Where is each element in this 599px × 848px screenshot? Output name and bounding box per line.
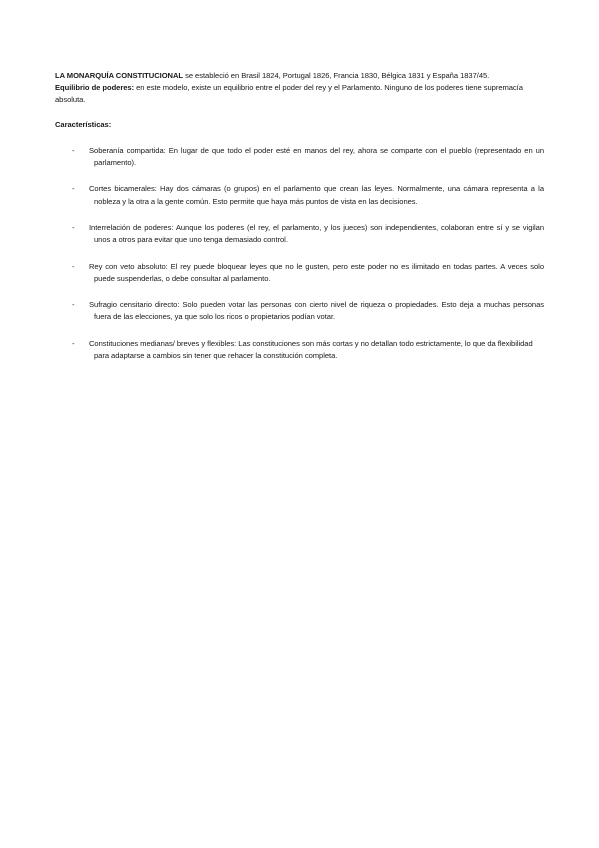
list-item-text: Cortes bicamerales: Hay dos cámaras (o grupos) en el parlamento que crean las leyes. Normalmente, una cámara representa a la nobleza y la otra a la gente común. Esto permite que haya más puntos de vista en las decisiones. — [89, 184, 544, 206]
establishment-dates-text: se estableció en Brasil 1824, Portugal 1826, Francia 1830, Bélgica 1831 y España 1837/45. — [183, 71, 490, 80]
list-item-constituciones — [55, 338, 544, 362]
equilibrio-label: Equilibrio de poderes: — [55, 83, 135, 93]
list-item-cortes — [55, 183, 544, 207]
list-item-rey-veto — [55, 261, 544, 285]
monarquia-constitucional-heading: LA MONARQUÍA CONSTITUCIONAL — [55, 71, 184, 80]
dash-bullet: - — [72, 223, 75, 232]
list-item-text: Soberanía compartida: En lugar de que todo el poder esté en manos del rey, ahora se comparte con el pueblo (representado en un parlamento). — [89, 145, 544, 168]
intro-line-equilibrio — [55, 82, 544, 106]
dash-bullet: - — [72, 184, 75, 194]
dash-bullet: - — [72, 145, 75, 155]
caracteristicas-heading: Características: — [55, 119, 112, 129]
list-item-text: Rey con veto absoluto: El rey puede bloquear leyes que no le gusten, pero este poder no es ilimitado en todas partes. A veces solo puede suspenderlas, o debe consultar al parlamento. — [89, 261, 544, 283]
dash-bullet: - — [72, 338, 75, 348]
list-item-sufragio — [55, 299, 544, 323]
dash-bullet: - — [72, 261, 75, 271]
characteristics-list — [55, 145, 544, 362]
list-item-text: Sufragio censitario directo: Solo pueden votar las personas con cierto nivel de riqueza o propiedades. Esto deja a muchas personas fuera de las elecciones, ya que solo los ricos o propietarios podían votar. — [89, 300, 544, 322]
list-item-text: Constituciones medianas/ breves y flexibles: Las constituciones son más cortas y no detallan todo estrictamente, lo que da flexibilidad para adaptarse a cambios sin tener que rehacer la constitución completa. — [89, 338, 533, 360]
intro-line-establishment — [55, 70, 544, 82]
dash-bullet: - — [72, 300, 75, 310]
document-body — [55, 70, 544, 376]
list-item-interrelacion — [55, 222, 544, 246]
equilibrio-text: en este modelo, existe un equilibrio entre el poder del rey y el Parlamento. Ninguno de los poderes tiene supremacía absoluta. — [55, 83, 523, 105]
list-item-soberania — [55, 145, 544, 169]
list-item-text: Interrelación de poderes: Aunque los poderes (el rey, el parlamento, y los jueces) son independientes, colaboran entre sí y se vigilan unos a otros para evitar que uno tenga demasiado control. — [89, 223, 544, 245]
intro-paragraph — [55, 70, 544, 107]
